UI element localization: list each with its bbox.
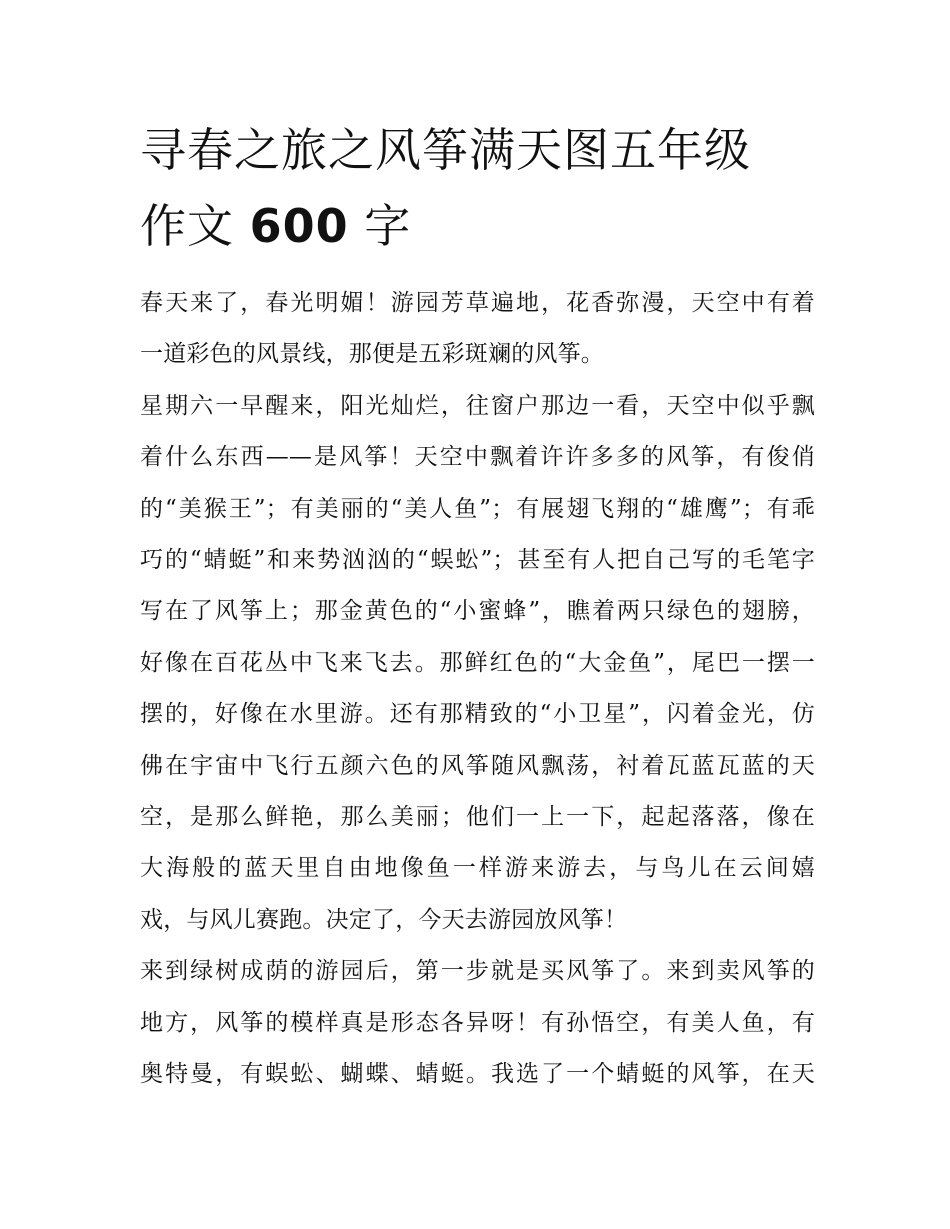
title-line-2-number: 600 — [249, 199, 349, 253]
paragraph-1 — [140, 278, 815, 381]
title-line-2-prefix: 作文 — [140, 199, 234, 253]
paragraph-line: 一道彩色的风景线，那便是五彩斑斓的风筝。 — [140, 341, 604, 368]
paragraph-line: 地方，风筝的模样真是形态各异呀！有孙悟空，有美人鱼，有 — [140, 1009, 815, 1036]
paragraph-2 — [140, 381, 815, 946]
paragraph-line: 巧的“蜻蜓”和来势汹汹的“蜈蚣”；甚至有人把自己写的毛笔字 — [140, 547, 815, 574]
paragraph-3 — [140, 946, 815, 1100]
title-line-2-suffix: 字 — [364, 199, 412, 253]
paragraph-line: 写在了风筝上；那金黄色的“小蜜蜂”，瞧着两只绿色的翅膀， — [140, 598, 815, 625]
paragraph-line: 奥特曼，有蜈蚣、蝴蝶、蜻蜓。我选了一个蜻蜓的风筝，在天 — [140, 1061, 815, 1088]
paragraph-line: 来到绿树成荫的游园后，第一步就是买风筝了。来到卖风筝的 — [140, 958, 815, 985]
paragraph-line: 空，是那么鲜艳，那么美丽；他们一上一下，起起落落，像在 — [140, 804, 815, 831]
paragraph-line: 摆的，好像在水里游。还有那精致的“小卫星”，闪着金光，仿 — [140, 701, 815, 728]
paragraph-line: 着什么东西——是风筝！天空中飘着许许多多的风筝，有俊俏 — [140, 444, 815, 471]
essay-body — [140, 278, 815, 1101]
paragraph-line: 春天来了，春光明媚！游园芳草遍地，花香弥漫，天空中有着 — [140, 290, 815, 316]
paragraph-line: 好像在百花丛中飞来飞去。那鲜红色的“大金鱼”，尾巴一摆一 — [140, 649, 815, 676]
paragraph-line: 星期六一早醒来，阳光灿烂，往窗户那边一看，天空中似乎飘 — [140, 392, 815, 419]
document-title — [140, 112, 815, 264]
title-line-1: 寻春之旅之风筝满天图五年级 — [140, 123, 751, 177]
document-content — [140, 112, 815, 1101]
paragraph-line: 大海般的蓝天里自由地像鱼一样游来游去，与鸟儿在云间嬉 — [140, 855, 815, 882]
paragraph-line: 戏，与风儿赛跑。决定了，今天去游园放风筝！ — [140, 906, 628, 933]
paragraph-line: 佛在宇宙中飞行五颜六色的风筝随风飘荡，衬着瓦蓝瓦蓝的天 — [140, 752, 815, 779]
paragraph-line: 的“美猴王”；有美丽的“美人鱼”；有展翅飞翔的“雄鹰”；有乖 — [140, 495, 815, 522]
